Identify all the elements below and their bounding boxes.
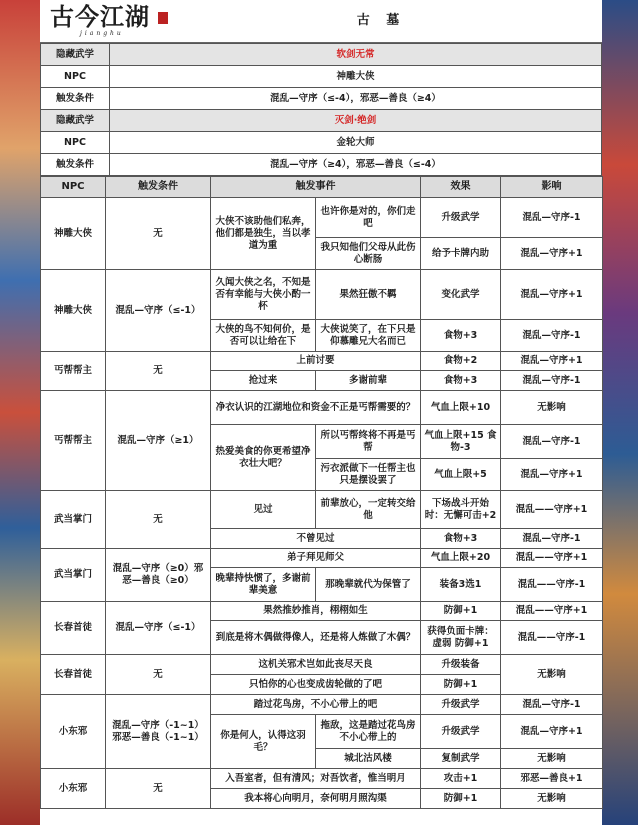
effect-cell: 气血上限+15 食物-3 bbox=[421, 425, 501, 459]
npc-cell: 小东邪 bbox=[41, 769, 106, 809]
choice-cell: 所以丐帮终将不再是丐帮 bbox=[316, 425, 421, 459]
choice-cell: 前辈放心，一定转交给他 bbox=[316, 491, 421, 529]
info-label: 隐藏武学 bbox=[41, 110, 110, 132]
effect-cell: 获得负面卡牌：虚弱 防御+1 bbox=[421, 621, 501, 655]
impact-cell: 混乱——守序+1 bbox=[501, 602, 603, 621]
col-header-event: 触发事件 bbox=[211, 177, 421, 198]
effect-cell: 升级装备 bbox=[421, 655, 501, 675]
effect-cell: 气血上限+20 bbox=[421, 549, 501, 568]
impact-cell: 混乱—守序-1 bbox=[501, 320, 603, 352]
effect-cell: 装备3选1 bbox=[421, 568, 501, 602]
effect-cell: 升级武学 bbox=[421, 198, 501, 238]
info-value: 金轮大师 bbox=[110, 132, 602, 154]
impact-cell: 混乱—守序+1 bbox=[501, 352, 603, 371]
event-cell: 入吾室者，但有清风；对吾饮者，惟当明月 bbox=[211, 769, 421, 789]
condition-cell: 无 bbox=[106, 198, 211, 270]
info-row bbox=[41, 132, 602, 154]
effect-cell: 升级武学 bbox=[421, 715, 501, 749]
impact-cell: 混乱—守序-1 bbox=[501, 695, 603, 715]
table-header-row bbox=[41, 177, 603, 198]
npc-cell: 小东邪 bbox=[41, 695, 106, 769]
impact-cell: 混乱—守序+1 bbox=[501, 459, 603, 491]
table-row bbox=[41, 352, 603, 371]
info-label: 隐藏武学 bbox=[41, 44, 110, 66]
effect-cell: 食物+3 bbox=[421, 371, 501, 391]
table-row bbox=[41, 491, 603, 529]
impact-cell: 混乱——守序-1 bbox=[501, 568, 603, 602]
event-cell: 大侠的鸟不知何价，是否可以让给在下 bbox=[211, 320, 316, 352]
event-cell: 果然推妙推肖，栩栩如生 bbox=[211, 602, 421, 621]
npc-cell: 长春首徒 bbox=[41, 655, 106, 695]
impact-cell: 无影响 bbox=[501, 655, 603, 695]
effect-cell: 下场战斗开始时：无懈可击+2 bbox=[421, 491, 501, 529]
condition-cell: 无 bbox=[106, 655, 211, 695]
impact-cell: 混乱——守序-1 bbox=[501, 621, 603, 655]
event-cell: 只怕你的心也变成齿轮做的了吧 bbox=[211, 675, 421, 695]
condition-cell: 混乱—守序（≥1） bbox=[106, 391, 211, 491]
info-label: 触发条件 bbox=[41, 154, 110, 176]
effect-cell: 食物+3 bbox=[421, 320, 501, 352]
event-cell: 热爱美食的你更希望净衣壮大吧？ bbox=[211, 425, 316, 491]
condition-cell: 混乱—守序（≤-1） bbox=[106, 602, 211, 655]
background-art-right bbox=[602, 0, 638, 825]
impact-cell: 混乱——守序+1 bbox=[501, 491, 603, 529]
event-cell: 大侠不该助他们私奔，他们都是独生，当以孝道为重 bbox=[211, 198, 316, 270]
info-value: 混乱—守序（≥4），邪恶—善良（≤-4） bbox=[110, 154, 602, 176]
choice-cell: 我只知他们父母从此伤心断肠 bbox=[316, 238, 421, 270]
info-value: 混乱—守序（≤-4），邪恶—善良（≥4） bbox=[110, 88, 602, 110]
event-cell: 抢过来 bbox=[211, 371, 316, 391]
info-row bbox=[41, 110, 602, 132]
col-header-condition: 触发条件 bbox=[106, 177, 211, 198]
event-cell: 到底是将木偶做得像人，还是将人炼做了木偶？ bbox=[211, 621, 421, 655]
col-header-npc: NPC bbox=[41, 177, 106, 198]
event-cell: 净衣认识的江湖地位和资金不正是丐帮需要的？ bbox=[211, 391, 421, 425]
info-row bbox=[41, 44, 602, 66]
effect-cell: 气血上限+5 bbox=[421, 459, 501, 491]
choice-cell: 城北沽风楼 bbox=[316, 749, 421, 769]
event-cell: 这机关邪术岂如此丧尽天良 bbox=[211, 655, 421, 675]
event-cell: 弟子拜见师父 bbox=[211, 549, 421, 568]
condition-cell: 混乱—守序（≤-1） bbox=[106, 270, 211, 352]
impact-cell: 混乱—守序-1 bbox=[501, 529, 603, 549]
condition-cell: 无 bbox=[106, 352, 211, 391]
event-cell: 晚辈持快惯了，多谢前辈美意 bbox=[211, 568, 316, 602]
effect-cell: 给予卡牌内助 bbox=[421, 238, 501, 270]
impact-cell: 混乱—守序-1 bbox=[501, 371, 603, 391]
effect-cell: 升级武学 bbox=[421, 695, 501, 715]
npc-cell: 长春首徒 bbox=[41, 602, 106, 655]
effect-cell: 食物+2 bbox=[421, 352, 501, 371]
table-row bbox=[41, 602, 603, 621]
choice-cell: 果然狂傲不羁 bbox=[316, 270, 421, 320]
choice-cell: 那晚辈就代为保管了 bbox=[316, 568, 421, 602]
event-cell: 踏过花鸟房，不小心带上的吧 bbox=[211, 695, 421, 715]
impact-cell: 混乱——守序+1 bbox=[501, 549, 603, 568]
info-value: 软剑无常 bbox=[110, 44, 602, 66]
page-title: 古 墓 bbox=[356, 13, 406, 28]
logo-subtitle: jianghu bbox=[80, 30, 124, 37]
effect-cell: 防御+1 bbox=[421, 789, 501, 809]
condition-cell: 无 bbox=[106, 491, 211, 549]
event-cell: 久闻大侠之名，不知是否有幸能与大侠小酌一杯 bbox=[211, 270, 316, 320]
impact-cell: 混乱—守序+1 bbox=[501, 238, 603, 270]
choice-cell: 也许你是对的，你们走吧 bbox=[316, 198, 421, 238]
table-row bbox=[41, 769, 603, 789]
impact-cell: 无影响 bbox=[501, 789, 603, 809]
header bbox=[40, 0, 602, 43]
npc-cell: 武当掌门 bbox=[41, 491, 106, 549]
game-logo bbox=[50, 4, 160, 38]
info-row bbox=[41, 66, 602, 88]
info-value: 神雕大侠 bbox=[110, 66, 602, 88]
info-label: NPC bbox=[41, 132, 110, 154]
impact-cell: 混乱—守序+1 bbox=[501, 270, 603, 320]
impact-cell: 无影响 bbox=[501, 391, 603, 425]
impact-cell: 混乱—守序+1 bbox=[501, 715, 603, 749]
impact-cell: 混乱—守序-1 bbox=[501, 425, 603, 459]
choice-cell: 多谢前辈 bbox=[316, 371, 421, 391]
table-row bbox=[41, 391, 603, 425]
logo-title: 古今江湖 bbox=[50, 2, 150, 31]
impact-cell: 邪恶—善良+1 bbox=[501, 769, 603, 789]
event-cell: 上前讨要 bbox=[211, 352, 421, 371]
impact-cell: 混乱—守序-1 bbox=[501, 198, 603, 238]
table-row bbox=[41, 270, 603, 320]
npc-cell: 神雕大侠 bbox=[41, 198, 106, 270]
table-row bbox=[41, 549, 603, 568]
effect-cell: 攻击+1 bbox=[421, 769, 501, 789]
npc-cell: 武当掌门 bbox=[41, 549, 106, 602]
npc-event-table bbox=[40, 176, 603, 809]
effect-cell: 食物+3 bbox=[421, 529, 501, 549]
effect-cell: 气血上限+10 bbox=[421, 391, 501, 425]
effect-cell: 防御+1 bbox=[421, 675, 501, 695]
effect-cell: 变化武学 bbox=[421, 270, 501, 320]
npc-cell: 神雕大侠 bbox=[41, 270, 106, 352]
document-sheet bbox=[40, 0, 602, 825]
effect-cell: 防御+1 bbox=[421, 602, 501, 621]
info-row bbox=[41, 88, 602, 110]
table-row bbox=[41, 655, 603, 675]
event-cell: 你是何人，认得这羽毛？ bbox=[211, 715, 316, 769]
impact-cell: 无影响 bbox=[501, 749, 603, 769]
condition-cell: 无 bbox=[106, 769, 211, 809]
background-art-left bbox=[0, 0, 42, 825]
npc-cell: 丐帮帮主 bbox=[41, 391, 106, 491]
npc-cell: 丐帮帮主 bbox=[41, 352, 106, 391]
table-row bbox=[41, 198, 603, 238]
choice-cell: 大侠说笑了，在下只是仰慕雕兄大名而已 bbox=[316, 320, 421, 352]
condition-cell: 混乱—守序（≥0）邪恶—善良（≥0） bbox=[106, 549, 211, 602]
choice-cell: 拖敌，这是踏过花鸟房不小心带上的 bbox=[316, 715, 421, 749]
table-row bbox=[41, 695, 603, 715]
choice-cell: 污衣派做下一任帮主也只是摆设罢了 bbox=[316, 459, 421, 491]
info-label: 触发条件 bbox=[41, 88, 110, 110]
col-header-impact: 影响 bbox=[501, 177, 603, 198]
condition-cell: 混乱—守序（-1~1）邪恶—善良（-1~1） bbox=[106, 695, 211, 769]
event-cell: 不曾见过 bbox=[211, 529, 421, 549]
hidden-skill-info-table bbox=[40, 43, 602, 176]
event-cell: 见过 bbox=[211, 491, 316, 529]
effect-cell: 复制武学 bbox=[421, 749, 501, 769]
col-header-effect: 效果 bbox=[421, 177, 501, 198]
info-label: NPC bbox=[41, 66, 110, 88]
info-row bbox=[41, 154, 602, 176]
event-cell: 我本将心向明月，奈何明月照沟渠 bbox=[211, 789, 421, 809]
info-value: 灭剑·绝剑 bbox=[110, 110, 602, 132]
